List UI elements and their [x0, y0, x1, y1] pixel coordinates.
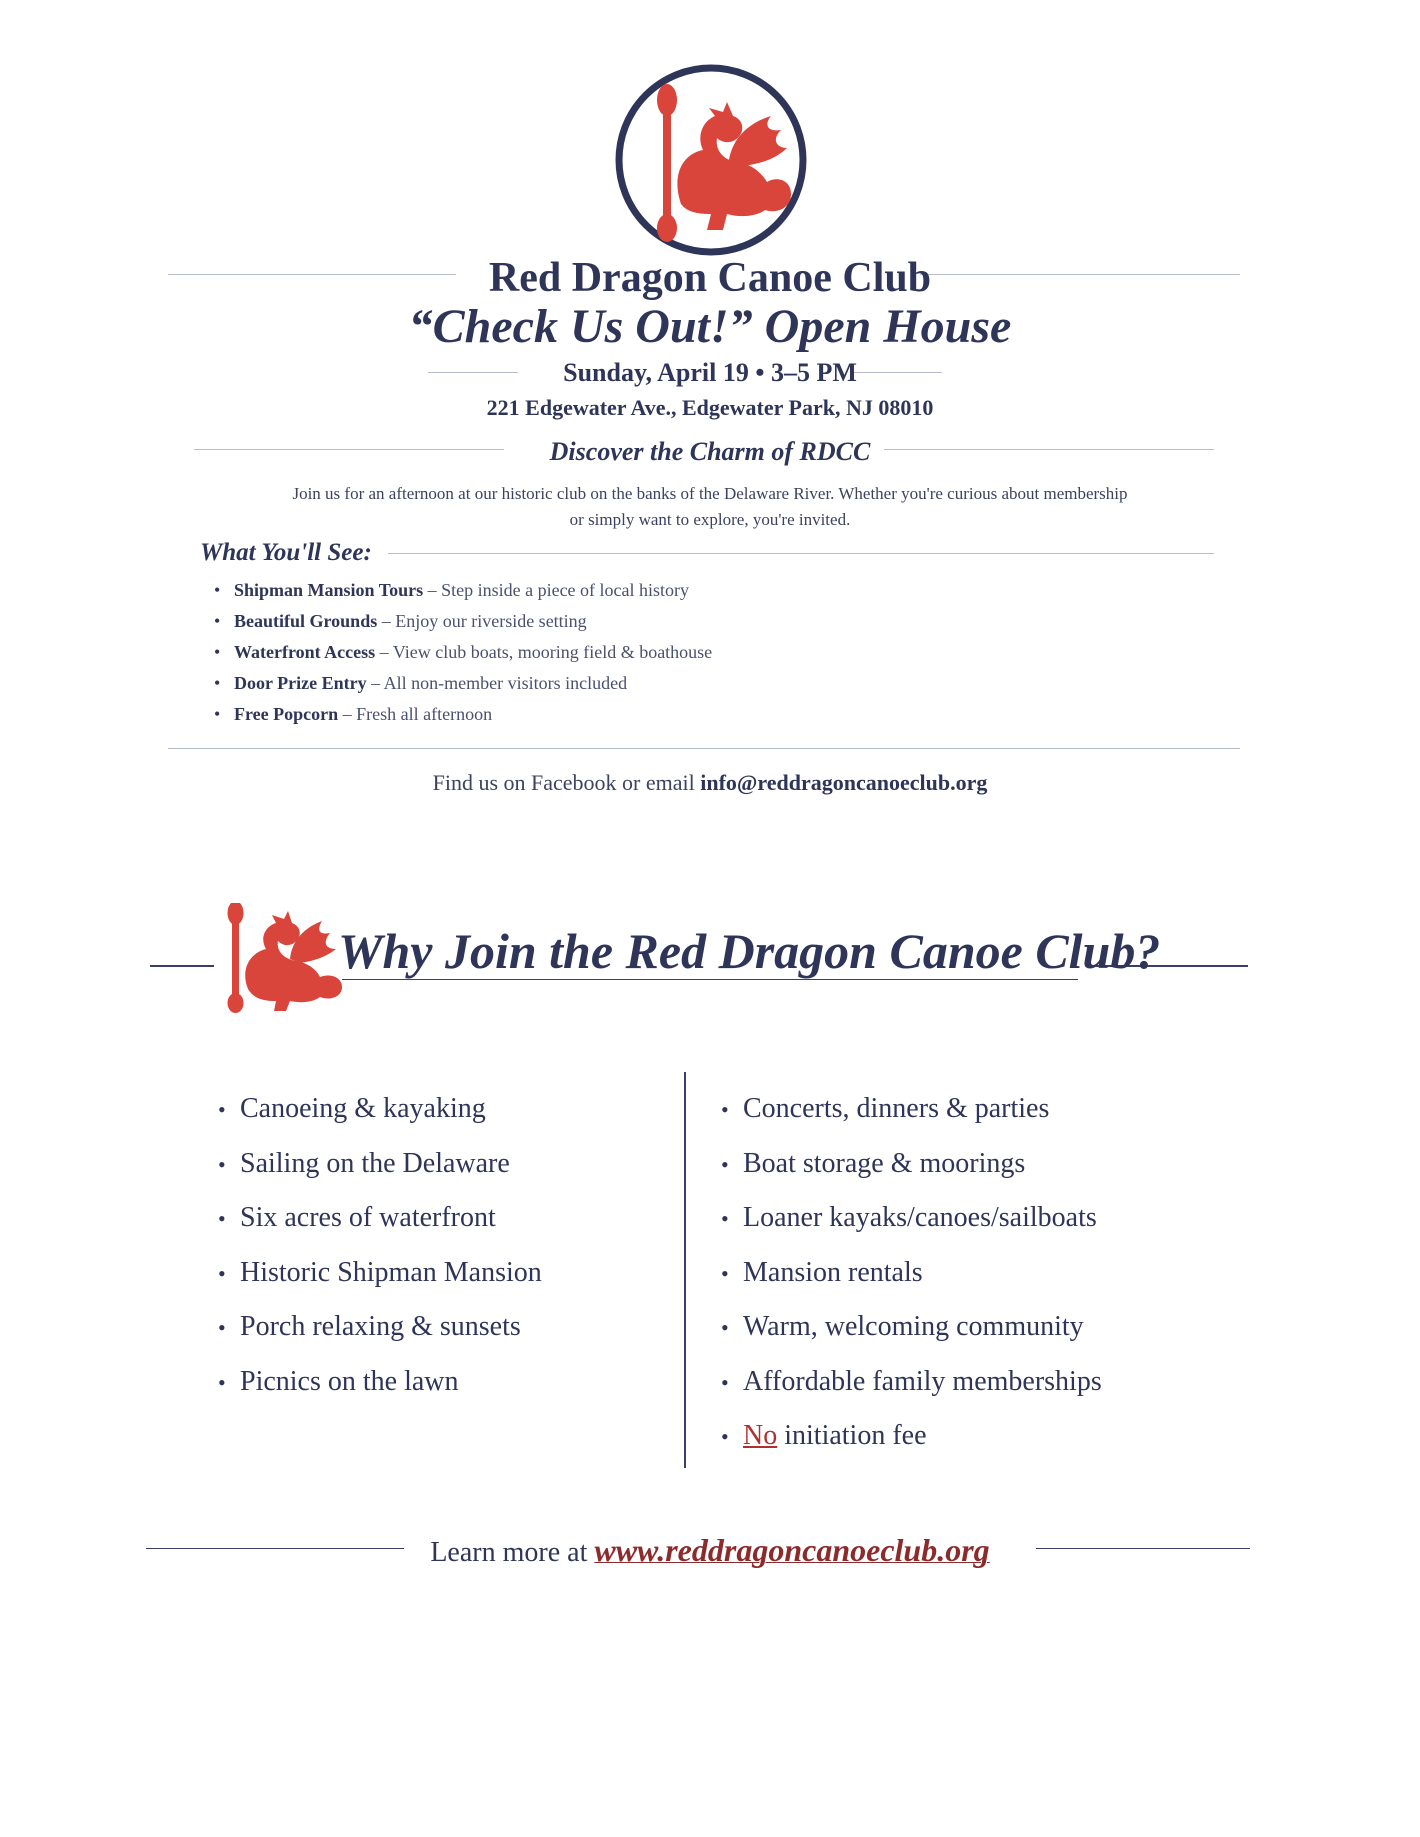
- list-item: • Waterfront Access – View club boats, mooring field & boathouse: [214, 637, 712, 668]
- bullet-icon: •: [214, 642, 221, 662]
- column-divider: [684, 1072, 686, 1468]
- list-item: • Mansion rentals: [721, 1246, 1102, 1301]
- bullet-icon: •: [214, 704, 221, 724]
- list-item: • Picnics on the lawn: [218, 1355, 542, 1410]
- list-item: • Historic Shipman Mansion: [218, 1246, 542, 1301]
- list-item: • Door Prize Entry – All non-member visitors included: [214, 668, 712, 699]
- bullet-icon: •: [721, 1097, 729, 1122]
- learn-more-line: [0, 1532, 1420, 1569]
- list-item: • Free Popcorn – Fresh all afternoon: [214, 699, 712, 730]
- list-item: • Canoeing & kayaking: [218, 1082, 542, 1137]
- dragon-logo-icon: [611, 64, 811, 256]
- bullet-icon: •: [218, 1097, 226, 1122]
- bullet-icon: •: [721, 1369, 729, 1395]
- list-item: • Porch relaxing & sunsets: [218, 1300, 542, 1355]
- bullet-icon: •: [218, 1369, 226, 1395]
- contact-email-link[interactable]: info@reddragoncanoeclub.org: [700, 770, 988, 795]
- intro-line-1: Join us for an afternoon at our historic club on the banks of the Delaware River. Whether you're curious about membership: [292, 484, 1128, 503]
- see-list: [214, 575, 712, 730]
- intro-paragraph: [200, 481, 1220, 533]
- list-item: • Sailing on the Delaware: [218, 1137, 542, 1192]
- list-item: • Affordable family memberships: [721, 1355, 1102, 1410]
- bullet-icon: •: [721, 1206, 729, 1231]
- event-address: 221 Edgewater Ave., Edgewater Park, NJ 08010: [486, 395, 934, 420]
- contact-prefix: Find us on Facebook or email: [432, 770, 695, 795]
- bullet-icon: •: [214, 580, 221, 600]
- intro-line-2: or simply want to explore, you're invited.: [569, 510, 851, 529]
- no-emphasis: No: [743, 1420, 778, 1451]
- list-item: • Boat storage & moorings: [721, 1137, 1102, 1192]
- bullet-icon: •: [218, 1260, 226, 1286]
- learn-more-prefix: Learn more at: [430, 1537, 588, 1568]
- contact-line: [0, 770, 1420, 796]
- bullet-icon: •: [214, 673, 221, 693]
- list-item: • Warm, welcoming community: [721, 1300, 1102, 1355]
- event-title: “Check Us Out!” Open House: [408, 300, 1012, 353]
- benefits-right-column: [721, 1082, 1102, 1464]
- what-youll-see-heading: What You'll See:: [200, 539, 372, 566]
- bullet-icon: •: [721, 1315, 729, 1340]
- list-item: • Loaner kayaks/canoes/sailboats: [721, 1191, 1102, 1246]
- why-join-heading: Why Join the Red Dragon Canoe Club?: [338, 923, 1161, 979]
- website-link[interactable]: www.reddragoncanoeclub.org: [594, 1532, 990, 1568]
- bullet-icon: •: [721, 1424, 729, 1449]
- discover-heading: Discover the Charm of RDCC: [549, 437, 871, 466]
- list-item: • Shipman Mansion Tours – Step inside a piece of local history: [214, 575, 712, 606]
- bullet-icon: •: [721, 1260, 729, 1286]
- list-item: • Concerts, dinners & parties: [721, 1082, 1102, 1137]
- dragon-icon: [222, 903, 352, 1013]
- club-name: Red Dragon Canoe Club: [488, 255, 932, 301]
- bullet-icon: •: [218, 1151, 226, 1177]
- event-date: Sunday, April 19 • 3–5 PM: [563, 358, 857, 387]
- list-item: • Beautiful Grounds – Enjoy our riverside setting: [214, 606, 712, 637]
- benefits-left-column: [218, 1082, 542, 1409]
- bullet-icon: •: [218, 1206, 226, 1231]
- bullet-icon: •: [721, 1151, 729, 1177]
- bullet-icon: •: [214, 611, 221, 631]
- bullet-icon: •: [218, 1315, 226, 1340]
- list-item: • No initiation fee: [721, 1409, 1102, 1464]
- list-item: • Six acres of waterfront: [218, 1191, 542, 1246]
